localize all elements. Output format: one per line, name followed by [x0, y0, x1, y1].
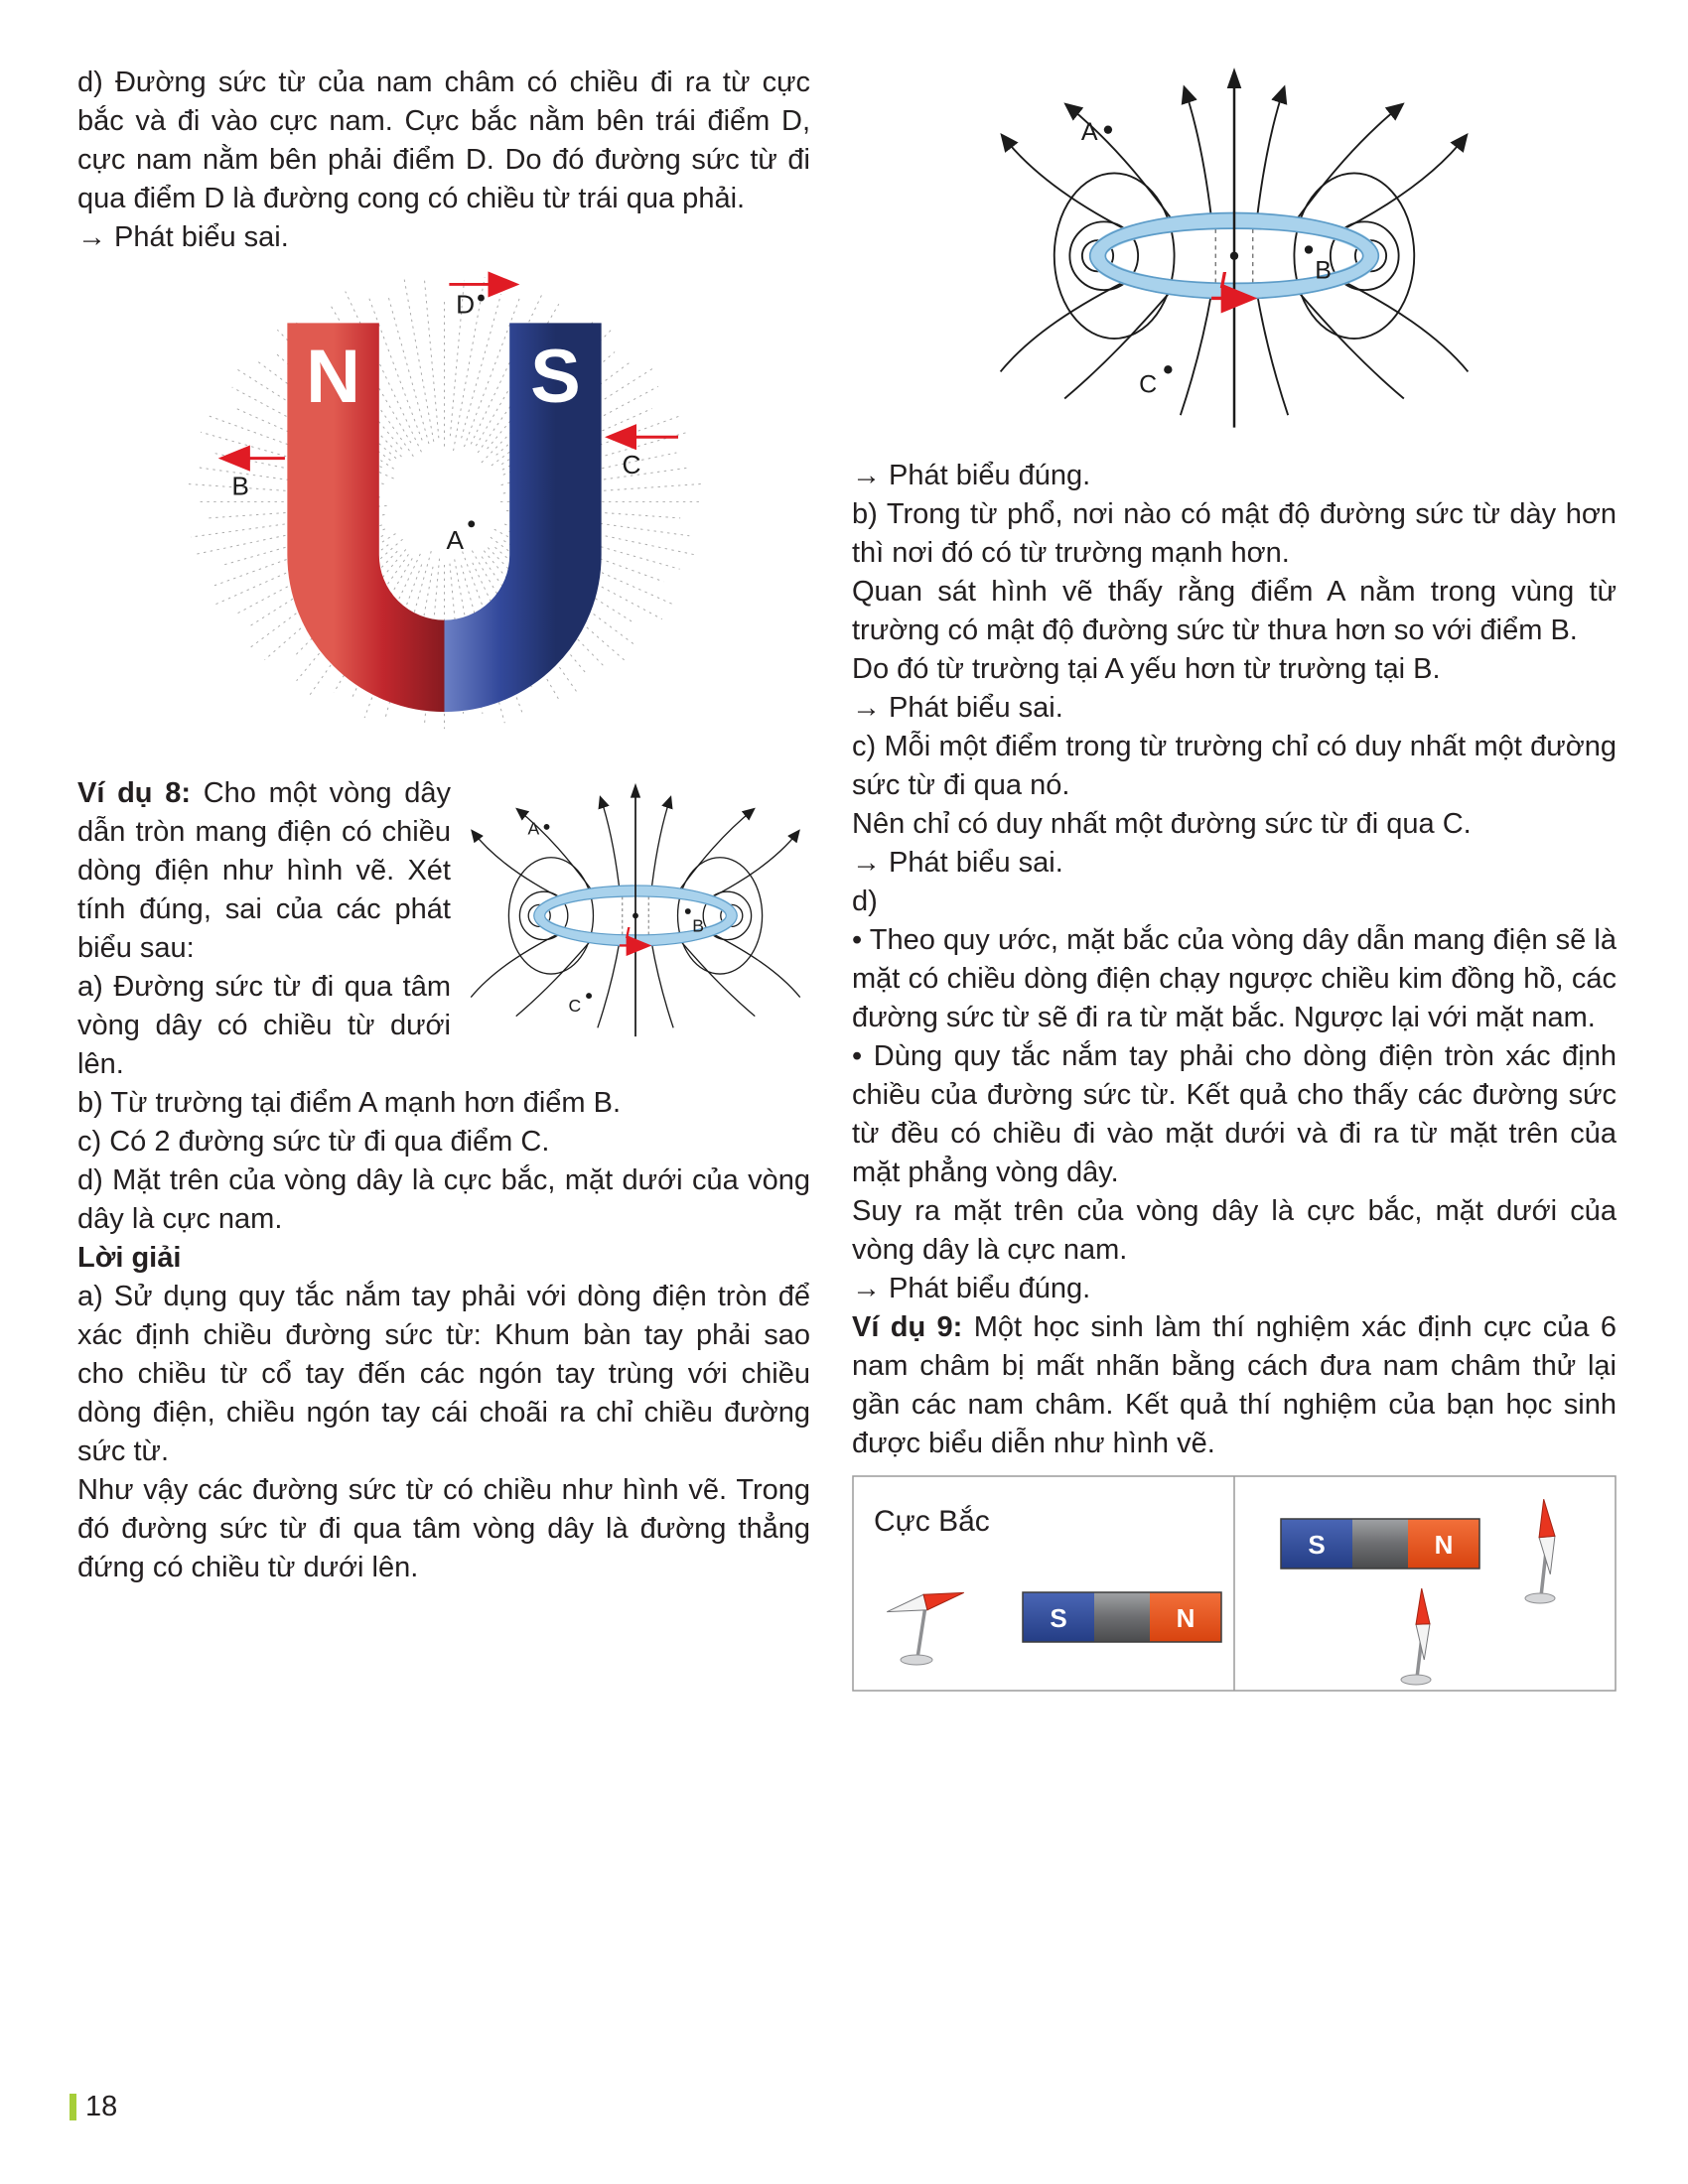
solution-paragraph-a2: Như vậy các đường sức từ có chiều như hình vẽ. Trong đó đường sức từ đi qua tâm vòng dây là đường thẳng đứng có chiều từ dưới lên.	[77, 1474, 810, 1584]
example8-block	[77, 774, 810, 1084]
solution-bullet-1: • Theo quy ước, mặt bắc của vòng dây dẫn mang điện sẽ là mặt có chiều dòng điện chạy ngược chiều kim đồng hồ, các đường sức từ sẽ đi ra từ mặt bắc. Ngược lại với mặt nam.	[852, 924, 1617, 1033]
example9-intro	[852, 1308, 1617, 1463]
left-column	[77, 64, 810, 1697]
page-number	[70, 2091, 117, 2123]
magnet2-mid-section	[1352, 1519, 1408, 1569]
page-content	[77, 64, 1617, 1697]
statement-b: b) Từ trường tại điểm A mạnh hơn điểm B.	[77, 1087, 622, 1120]
conclusion-c: → Phát biểu sai.	[852, 847, 1063, 879]
statement-a: a) Đường sức từ đi qua tâm vòng dây có chiều từ dưới lên.	[77, 971, 451, 1081]
figure9-svg	[852, 1475, 1617, 1692]
solution-heading-text: Lời giải	[77, 1242, 182, 1275]
solution-paragraph-b2: Quan sát hình vẽ thấy rằng điểm A nằm trong vùng từ trường có mật độ đường sức từ thưa hơn so với điểm B.	[852, 576, 1617, 646]
example9-text: Một học sinh làm thí nghiệm xác định cực của 6 nam châm bị mất nhãn bằng cách đưa nam châm thử lại gần các nam châm. Kết quả thí nghiệm của bạn học sinh được biểu diễn như hình vẽ.	[852, 1311, 1617, 1459]
point-d-dot	[478, 295, 485, 302]
example9-label: Ví dụ 9:	[852, 1311, 963, 1343]
horseshoe-magnet-figure	[174, 265, 715, 762]
solution-heading	[77, 1239, 810, 1278]
solution-paragraph-c2: Nên chỉ có duy nhất một đường sức từ đi qua C.	[852, 808, 1472, 840]
conclusion-b: → Phát biểu sai.	[852, 692, 1063, 724]
current-loop-svg-small	[461, 780, 810, 1042]
figure9-magnet-experiment	[852, 1475, 1617, 1697]
pole-s-label: S	[529, 335, 581, 420]
cuc-bac-label: Cực Bắc	[874, 1505, 990, 1538]
current-loop-figure-large	[852, 64, 1617, 441]
horseshoe-svg	[174, 265, 715, 757]
point-d-label: D	[455, 289, 475, 320]
solution-paragraph-c1: c) Mỗi một điểm trong từ trường chỉ có duy nhất một đường sức từ đi qua nó.	[852, 731, 1617, 801]
magnet2-n-label: N	[1434, 1530, 1454, 1560]
statement-c: c) Có 2 đường sức từ đi qua điểm C.	[77, 1126, 550, 1159]
point-a-label: A	[445, 525, 464, 556]
solution-paragraph-d3: Suy ra mặt trên của vòng dây là cực bắc, mặt dưới của vòng dây là cực nam.	[852, 1195, 1617, 1266]
conclusion-d: → Phát biểu sai.	[77, 221, 289, 253]
page-number-accent-bar	[70, 2094, 76, 2120]
conclusion-d-right: → Phát biểu đúng.	[852, 1273, 1091, 1304]
magnet1-s-label: S	[1050, 1603, 1067, 1633]
point-b-label: B	[230, 471, 249, 501]
example8-label: Ví dụ 8:	[77, 777, 192, 810]
point-c-label: C	[622, 450, 641, 480]
solution-paragraph-d: d)	[852, 886, 878, 917]
page-number-text: 18	[85, 2091, 118, 2122]
magnet2-s-label: S	[1308, 1530, 1326, 1560]
current-loop-figure-small	[461, 780, 810, 1047]
current-loop-svg-large	[986, 64, 1482, 436]
solution-paragraph-b3: Do đó từ trường tại A yếu hơn từ trường tại B.	[852, 653, 1441, 685]
bar-magnet-1	[1023, 1592, 1221, 1642]
pole-n-label: N	[305, 335, 360, 420]
magnet1-mid-section	[1094, 1592, 1150, 1642]
statement-d: d) Mặt trên của vòng dây là cực bắc, mặt dưới của vòng dây là cực nam.	[77, 1164, 810, 1236]
solution-bullet-2: • Dùng quy tắc nắm tay phải cho dòng điện tròn xác định chiều của đường sức từ. Kết quả cho thấy các đường sức từ đều có chiều đi vào mặt dưới và đi ra từ mặt trên của mặt phẳng vòng dây.	[852, 1040, 1617, 1188]
magnet1-n-label: N	[1176, 1603, 1196, 1633]
solution-paragraph-a: a) Sử dụng quy tắc nắm tay phải với dòng điện tròn để xác định chiều đường sức từ: Khum bàn tay phải sao cho chiều từ cổ tay đến các ngón tay trùng với chiều dòng điện, chiều ngón tay cái choãi ra chỉ chiều đường sức từ.	[77, 1281, 810, 1468]
paragraph-d: d) Đường sức từ của nam châm có chiều đi ra từ cực bắc và đi vào cực nam. Cực bắc nằm bên trái điểm D, cực nam nằm bên phải điểm D. Do đó đường sức từ đi qua điểm D là đường cong có chiều từ trái qua phải.	[77, 67, 810, 214]
bar-magnet-2	[1281, 1519, 1479, 1569]
conclusion-a-right: → Phát biểu đúng.	[852, 460, 1091, 491]
example8-text: Cho một vòng dây dẫn tròn mang điện có chiều dòng điện như hình vẽ. Xét tính đúng, sai của các phát biểu sau:	[77, 777, 451, 965]
right-column	[852, 64, 1617, 1697]
solution-paragraph-b1: b) Trong từ phổ, nơi nào có mật độ đường sức từ dày hơn thì nơi đó có từ trường mạnh hơn.	[852, 498, 1617, 569]
point-a-dot	[468, 520, 475, 527]
